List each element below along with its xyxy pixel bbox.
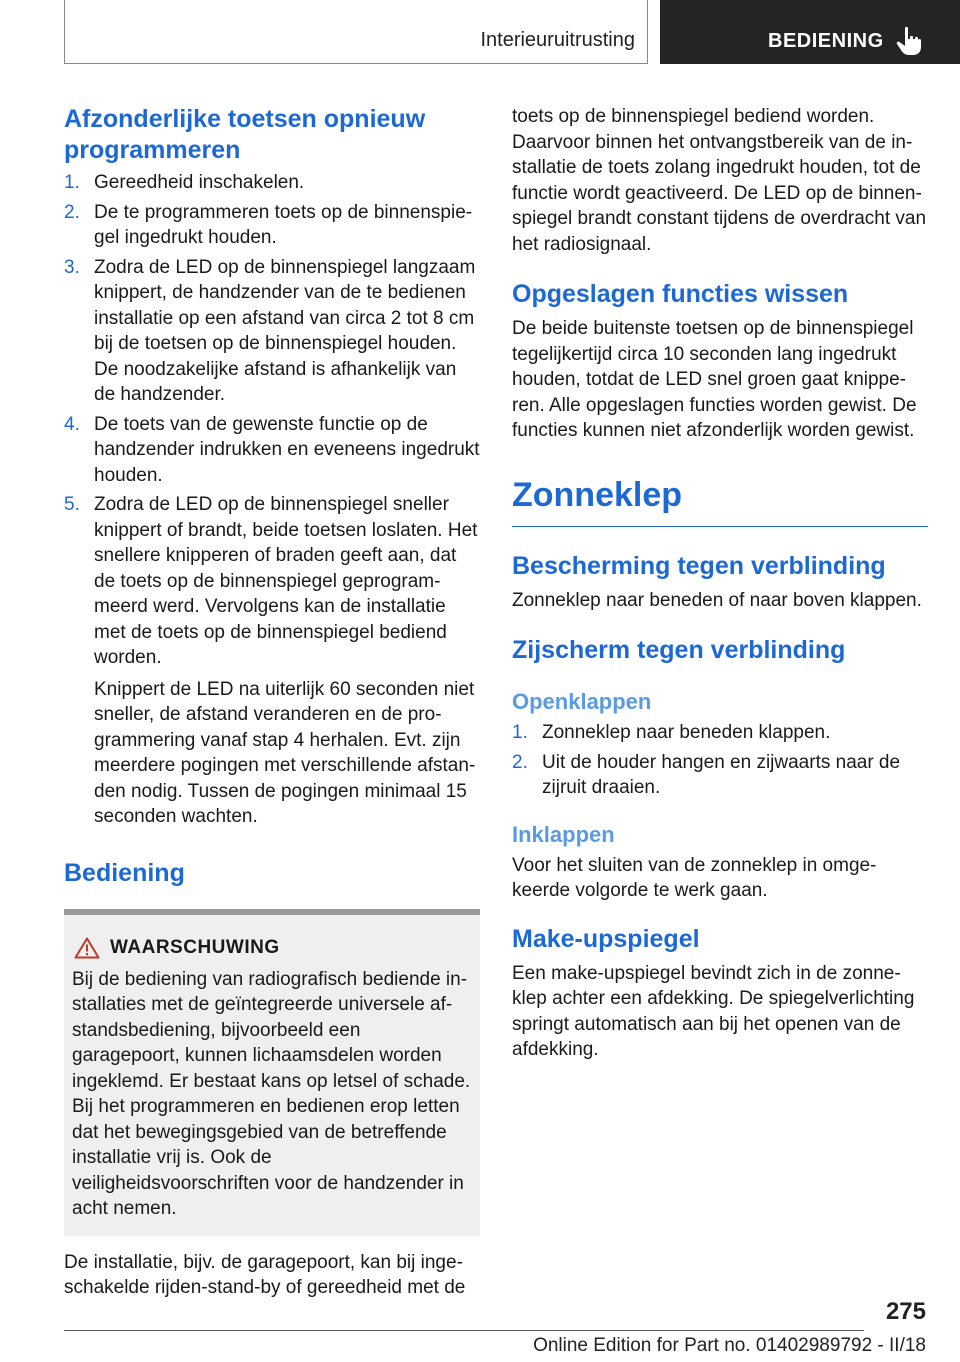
glare-text: Zonneklep naar beneden of naar boven klappen. — [512, 589, 922, 611]
step-text: Zodra de LED op de binnenspiegel sneller knippert of brandt, beide toetsen loslaten. Het snellere knipperen of braden geeft aan, dat de toets op de binnenspiegel geprogrammeerd werd. Vervolgens kan de installatie met de toets op de binnenspiegel bediend worden. — [94, 494, 478, 668]
heading-fold-in: Inklappen — [512, 821, 615, 847]
header-section-box — [64, 0, 648, 64]
list-item — [64, 200, 480, 251]
warning-triangle-icon — [74, 937, 100, 959]
step-text: De toets van de gewenste functie op de handzender indrukken en eveneens ingedrukt houden. — [94, 413, 480, 486]
reprogram-steps — [64, 170, 480, 830]
fold-in-text: Voor het sluiten van de zonneklep in omgekeerde volgorde te werk gaan. — [512, 854, 877, 901]
warning-title: WAARSCHUWING — [110, 936, 280, 958]
footer-rule — [64, 1330, 864, 1331]
step-text: Zonneklep naar beneden klappen. — [542, 722, 831, 743]
footer-edition-text: Online Edition for Part no. 01402989792 - II/18 — [533, 1335, 926, 1356]
heading-side-shield: Zijscherm tegen verblinding — [512, 636, 846, 664]
list-item — [64, 492, 480, 830]
warning-text: Bij de bediening van radiografisch bediende installaties met de geïntegreerde universele afstandsbediening, bijvoorbeeld een garagepoort, kunnen lichaamsdelen worden ingeklemd. Er bestaat kans op letsel of schade. Bij het programmeren en bedienen erop letten dat het bewegingsgebied van de betreffende installatie vrij is. Ook de veiligheidsvoorschriften voor de handzender in acht nemen. — [72, 968, 471, 1219]
heading-operation: Bediening — [64, 858, 185, 887]
warning-box — [64, 909, 480, 1236]
list-item — [64, 412, 480, 489]
fold-out-steps — [512, 720, 928, 801]
step-number: 1. — [512, 722, 528, 743]
step-text: Zodra de LED op de binnenspiegel langzaam knippert, de handzender van de te bedienen installatie op een afstand van circa 2 tot 8 cm bij de toetsen op de binnenspiegel houden. De noodzakelijke afstand is afhankelijk van de handzender. — [94, 256, 476, 405]
right-column — [512, 104, 928, 1063]
step-text: Uit de houder hangen en zijwaarts naar de zijruit draaien. — [542, 751, 901, 798]
step-number: 3. — [64, 256, 80, 278]
step-extra-text: Knippert de LED na uiterlijk 60 seconden niet sneller, de afstand veranderen en de programmering vanaf stap 4 herhalen. Evt. zijn meerdere pogingen met verschillende afstanden nodig. Tussen de pogingen minimaal 15 seconden wachten. — [94, 678, 476, 827]
list-item — [64, 170, 480, 196]
operation-text: De installatie, bijv. de garagepoort, kan bij ingeschakelde rijden-stand-by of gereedheid met de — [64, 1251, 466, 1298]
heading-glare-protection: Bescherming tegen verblinding — [512, 551, 886, 580]
step-number: 1. — [64, 172, 80, 193]
step-number: 2. — [512, 751, 528, 773]
header-section-title: Interieuruitrusting — [480, 29, 635, 51]
makeup-mirror-text: Een make-upspiegel bevindt zich in de zonneklep achter een afdekking. De spiegelverlichting springt automatisch aan bij het openen van de afdekking. — [512, 962, 915, 1060]
chapter-heading-block — [512, 474, 928, 527]
step-number: 5. — [64, 494, 80, 515]
list-item — [512, 750, 928, 801]
pointing-hand-icon — [896, 26, 922, 56]
heading-sun-visor: Zonneklep — [512, 475, 683, 514]
header-chapter-title: BEDIENING — [768, 30, 884, 52]
step-number: 2. — [64, 201, 80, 223]
list-item — [64, 255, 480, 408]
warning-header — [72, 937, 472, 959]
list-item — [512, 720, 928, 746]
operation-text-continued: toets op de binnenspiegel bediend worden. Daarvoor binnen het ontvangstbereik van de installatie de toets zolang ingedrukt houden, tot de functie wordt geactiveerd. De LED op de binnenspiegel brandt constant tijdens de overdracht van het radiosignaal. — [512, 106, 927, 255]
heading-rule — [512, 526, 928, 527]
step-number: 4. — [64, 413, 80, 435]
step-text: De te programmeren toets op de binnenspiegel ingedrukt houden. — [94, 201, 473, 248]
heading-makeup-mirror: Make-upspiegel — [512, 924, 700, 953]
heading-reprogram-keys: Afzonderlijke toetsen opnieuw programmeren — [64, 105, 426, 164]
header-chapter-tab — [660, 0, 960, 64]
step-text: Gereedheid inschakelen. — [94, 172, 305, 193]
delete-text: De beide buitenste toetsen op de binnenspiegel tegelijkertijd circa 10 seconden lang ingedrukt houden, totdat de LED snel groen gaat knipperen. Alle opgeslagen functies worden gewist. De functies kunnen niet afzonderlijk worden gewist. — [512, 318, 917, 441]
left-column — [64, 104, 480, 1301]
page-number: 275 — [885, 1298, 926, 1325]
heading-delete-functions: Opgeslagen functies wissen — [512, 280, 849, 308]
heading-fold-out: Openklappen — [512, 689, 652, 714]
